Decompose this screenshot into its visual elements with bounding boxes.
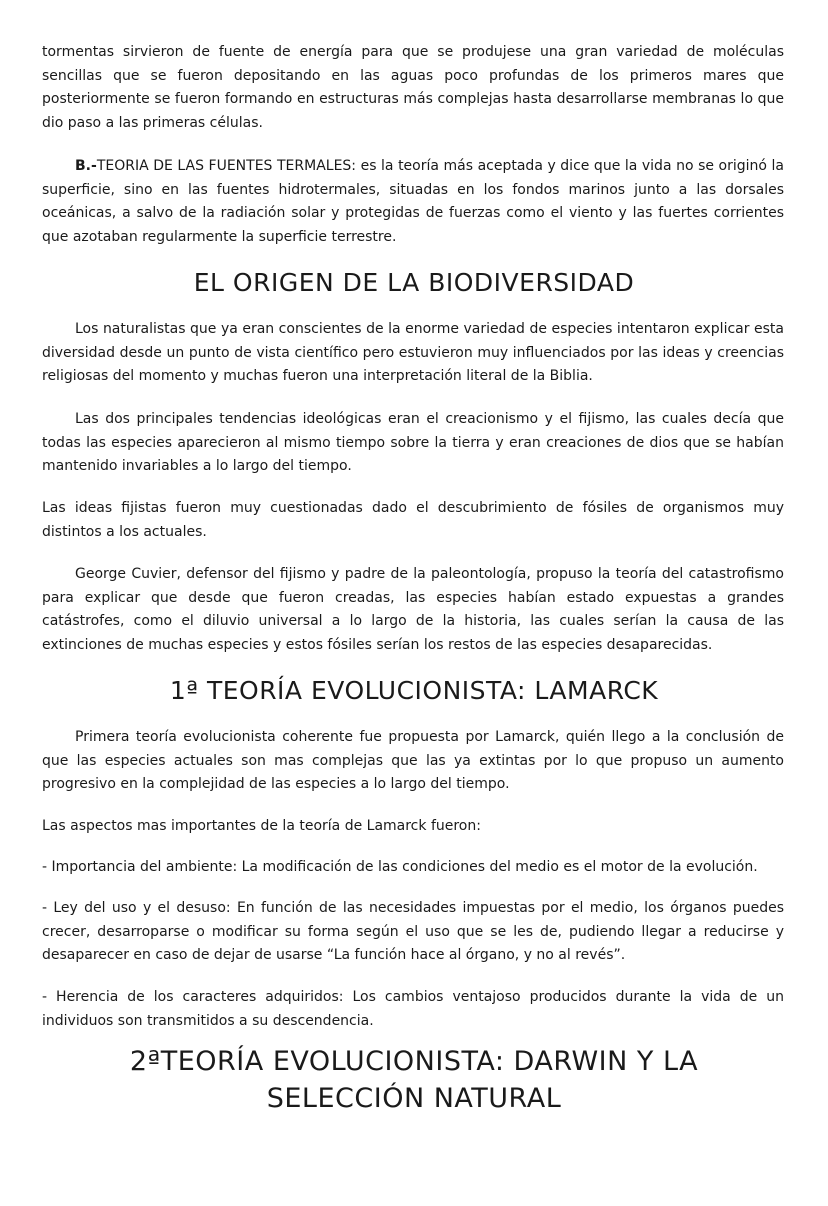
intro-section	[0, 41, 828, 135]
darwin-heading: 2ªTEORÍA EVOLUCIONISTA: DARWIN Y LA SELECCIÓN NATURAL	[129, 1046, 699, 1114]
biodiversity-p3-block	[0, 497, 828, 544]
lamarck-paragraph-1: Primera teoría evolucionista coherente fue propuesta por Lamarck, quién llego a la conclusión de que las especies actuales son mas complejas que las ya extintas por lo que propuso un aumento progresivo en la complejidad de las especies a lo largo del tiempo.	[42, 729, 784, 792]
hydrothermal-text: TEORIA DE LAS FUENTES TERMALES: es la teoría más aceptada y dice que la vida no se originó la superficie, sino en las fuentes hidrotermales, situadas en los fondos marinos junto a las dorsales oceánicas, a salvo de la radiación solar y protegidas de fuerzas como el viento y las fuertes corrientes que azotaban regularmente la superficie terrestre.	[42, 158, 784, 245]
lamarck-p1-block	[0, 726, 828, 797]
lamarck-heading: 1ª TEORÍA EVOLUCIONISTA: LAMARCK	[169, 676, 659, 705]
lamarck-item-2-block	[0, 897, 828, 968]
intro-paragraph: tormentas sirvieron de fuente de energía para que se produjese una gran variedad de moléculas sencillas que se fueron depositando en las aguas poco profundas de los primeros mares que posteriormente se fueron formando en estructuras más complejas hasta desarrollarse membranas lo que dio paso a las primeras células.	[42, 44, 784, 131]
biodiversity-paragraph-4: George Cuvier, defensor del fijismo y padre de la paleontología, propuso la teoría del catastrofismo para explicar que desde que fueron creadas, las especies habían estado expuestas a grandes catástrofes, como el diluvio universal a lo largo de la historia, las cuales serían la causa de las extinciones de muchas especies y estos fósiles serían los restos de las especies desaparecidas.	[42, 566, 784, 653]
hydrothermal-paragraph	[0, 155, 828, 249]
lamarck-item-inheritance: - Herencia de los caracteres adquiridos: Los cambios ventajoso producidos durante la vida de un individuos son transmitidos a su descendencia.	[42, 989, 784, 1029]
biodiversity-p4-block	[0, 563, 828, 657]
lamarck-item-3-block	[0, 986, 828, 1033]
hydrothermal-section	[0, 155, 828, 249]
biodiversity-p1-block	[0, 318, 828, 389]
lamarck-item-1-block	[0, 856, 828, 880]
biodiversity-paragraph-2: Las dos principales tendencias ideológicas eran el creacionismo y el fijismo, las cuales decía que todas las especies aparecieron al mismo tiempo sobre la tierra y eran creaciones de dios que se habían mantenido invariables a lo largo del tiempo.	[42, 411, 784, 474]
biodiversity-p2-block	[0, 408, 828, 479]
hydrothermal-label: B.-	[75, 158, 97, 174]
biodiversity-heading-block	[0, 264, 828, 301]
lamarck-paragraph-2: Las aspectos mas importantes de la teoría de Lamarck fueron:	[42, 818, 481, 834]
lamarck-item-environment: - Importancia del ambiente: La modificación de las condiciones del medio es el motor de la evolución.	[42, 859, 758, 875]
darwin-heading-block	[0, 1043, 828, 1117]
biodiversity-heading: EL ORIGEN DE LA BIODIVERSIDAD	[193, 268, 635, 297]
biodiversity-paragraph-3: Las ideas fijistas fueron muy cuestionadas dado el descubrimiento de fósiles de organismos muy distintos a los actuales.	[42, 500, 784, 540]
lamarck-p2-block	[0, 815, 828, 839]
biodiversity-paragraph-1: Los naturalistas que ya eran conscientes de la enorme variedad de especies intentaron explicar esta diversidad desde un punto de vista científico pero estuvieron muy influenciados por las ideas y creencias religiosas del momento y muchas fueron una interpretación literal de la Biblia.	[42, 321, 784, 384]
lamarck-heading-block	[0, 672, 828, 709]
lamarck-item-use-disuse: - Ley del uso y el desuso: En función de las necesidades impuestas por el medio, los órganos puedes crecer, desarroparse o modificar su forma según el uso que se les de, pudiendo llegar a reducirse y desaparecer en caso de dejar de usarse “La función hace al órgano, y no al revés”.	[42, 900, 784, 963]
